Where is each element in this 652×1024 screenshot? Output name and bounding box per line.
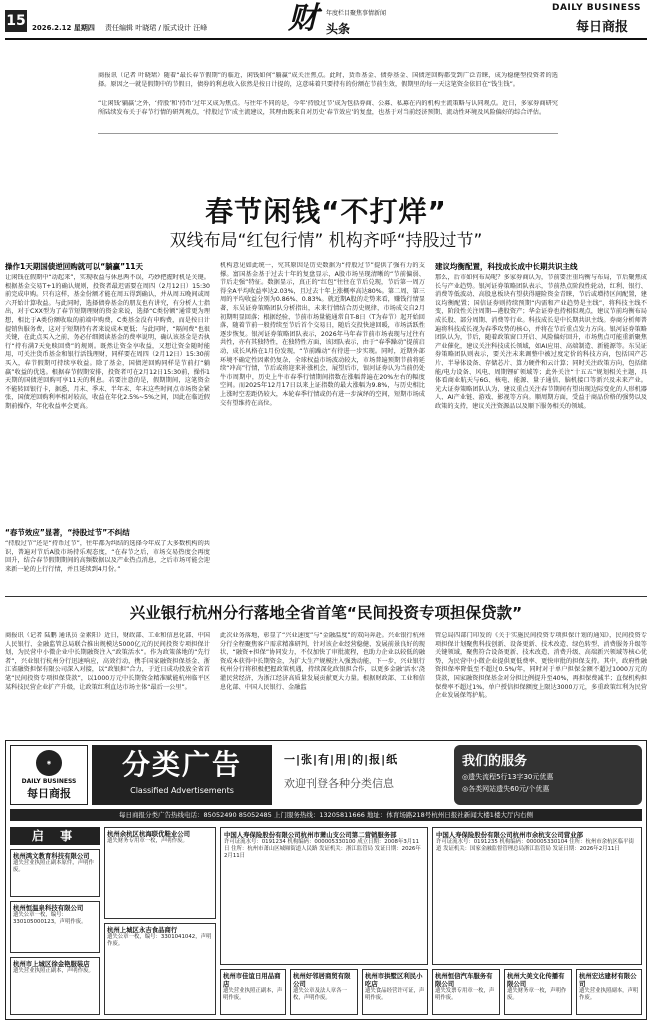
section-sub: 头条 bbox=[326, 22, 351, 36]
article-subhead-1: 操作1天期国债逆回购就可以“躺赢”11天 bbox=[5, 262, 144, 271]
ad-box bbox=[432, 969, 500, 1015]
ad-text: 遗失财务专用章一枚，声明作废。 bbox=[107, 838, 188, 844]
main-headline: 春节闲钱“不打烊” bbox=[205, 195, 447, 228]
brand-en: DAILY BUSINESS bbox=[552, 3, 642, 13]
logo-cn: 每日商报 bbox=[27, 787, 71, 800]
ad-text: 遗失公章及法人章各一枚，声明作废。 bbox=[293, 988, 347, 1002]
ad-name: 杭州市拱墅区利民小吃店 bbox=[365, 972, 423, 988]
ad-name: 杭州恒温泉科技有限公司 bbox=[13, 904, 84, 912]
classified-slogan: 一|张|有|用|的|报|纸 bbox=[284, 753, 399, 766]
brand-cn: 每日商报 bbox=[576, 20, 629, 35]
editor-line: 责任编辑 叶晓珺 / 版式设计 汪峰 bbox=[105, 24, 208, 32]
bank-text-1: 商报讯（记者 陆鹏 通讯员 金素阳）近日，财政部、工业和信息化部、中国人民银行、金融监管总局联合推出规模达5000亿元的民间投资专项担保计划，为民营中小微企业中长期融资注入“政策活水”。作为政策落地的“先行者”，兴业银行杭州分行迅速响应，高效行动，携手国家融资担保基金、浙江省融资担保有限公司深入对接，以“政银担”合力，于近日成功投放全省首笔“民间投资专项担保贷款”，以1000万元中长期资金精准赋能杭州临平区某科技民营企业扩产升级，让政策红利直达市场主体“最后一公里”。 bbox=[5, 632, 210, 691]
header-rule bbox=[5, 38, 647, 40]
ad-box bbox=[10, 849, 100, 897]
service-line-2: ◎各类网站遗失60元/个优惠 bbox=[462, 785, 550, 793]
ad-name: 杭州市佳谊日用品商店 bbox=[223, 972, 281, 988]
intro-paragraph-1: 商报讯（记者 叶晓珺）随着“最长春节假期”的临近，闲钱如何“躺赢”成关注焦点。此时，货币基金、债券基金、国债逆回购都受到广泛青睐，成为稳健型投资者的选择。原因之一就是假期中的节假日，债券的利息收入依然是按日计提的，这意味着只要持有的份额在节前生效，假期里的每一天这笔资金依旧在“钱生钱”。 bbox=[98, 72, 558, 88]
article-column-3 bbox=[435, 262, 647, 592]
page-number: 15 bbox=[5, 10, 27, 32]
section-tag: 年度栏目聚焦事情新闻 bbox=[326, 10, 387, 17]
ad-text: 遗失发票专用章一枚，声明作废。 bbox=[435, 988, 495, 1002]
ad-text: 许可证流水号：0191235 机构编码：000005330104 住所：杭州市余杭区临平街道 发证机关：国家金融监督管理总局浙江监管局 发证日期：2026年2月11日 bbox=[436, 839, 634, 853]
ad-text: 遗失营业执照正副本，声明作废。 bbox=[13, 968, 94, 974]
classified-logo bbox=[10, 745, 88, 805]
ad-box bbox=[290, 969, 358, 1015]
ad-box bbox=[576, 969, 642, 1015]
ad-text: 许可证流水号：0191234 机构编码：000005330100 成立日期：2008年3月11日 住所：杭州市萧山区城厢街道人民路 发证机关：浙江监管局 发证日期：2026年2月11日 bbox=[224, 839, 421, 860]
article-text-2: 机构意见如此统一，究其原因是历史数据为“持股过节”提供了强有力的支撑。富国基金基于过去十年的复盘显示，A股市场呈现清晰的“节前偏弱、节后走强”特征。数据显示，真正的“红包”往往在节后兑现，节后第一周万得全A平均收益率达2.03%，且过去十年上涨概率高达80%。第二周、第三周的平均收益分别为0.86%、0.83%。就近期A股的走势来看，赚钱行情显著，东吴证券策略团队分析指出，未来行情结合历史规律，市场成交自2月初期明显回落；根据经验，节前市场量能通常自T-8日（T为春节）起开始回落，随着节前一般持续至节后首个交易日，随后交投快速回暖，市场活跃性逐步恢复。银河证券策略团队表示，2026年马年春节前市场表现与过往有共性，亦有其独特性，在独特性方面，该团队表示，由于“春季躁动”提前启动，成长风格在1月份发现，“节前躁动”有待进一步实现。同时，近期外部环境不确定性因素仍复杂，全球权益市场波动较大，市场普遍预期节前将延续“冲高”行情，节后或将迎来补涨机会，展望后市，银河证券认为当前仍处牛市周期中，历史上牛市春季行情期间指数在涨幅普遍在20%左右的幅度空间。而2025年12月17日以来上证指数的最大涨幅为9.8%，与历史相比上涨时空差距仍较大，本轮春季行情或仍有进一步演绎的空间，短期市场成交有望维持在高位。 bbox=[220, 262, 425, 407]
ad-name: 杭州恒信汽车服务有限公司 bbox=[435, 972, 493, 988]
ad-name: 杭州市上城区徐金艳服装店 bbox=[13, 960, 90, 968]
article-column-1 bbox=[5, 262, 210, 592]
ad-name: 杭州大美文化传播有限公司 bbox=[507, 972, 565, 988]
ad-box bbox=[504, 969, 572, 1015]
service-line-1: ◎遗失流程5行13字30元优惠 bbox=[462, 773, 554, 781]
sub-headline: 双线布局“红包行情” 机构齐呼“持股过节” bbox=[169, 231, 483, 251]
ad-box-large bbox=[432, 827, 642, 965]
qishi-label: 启 事 bbox=[10, 827, 100, 845]
bank-rule bbox=[5, 596, 647, 597]
ad-name: 杭州宏达建材有限公司 bbox=[579, 972, 637, 988]
ad-name: 杭州上城区永吉食品商行 bbox=[107, 926, 178, 934]
ad-name: 杭州好邻居商贸有限公司 bbox=[293, 972, 351, 988]
ad-box bbox=[10, 901, 100, 953]
bank-headline: 兴业银行杭州分行落地全省首笔“民间投资专项担保贷款” bbox=[129, 604, 523, 622]
ad-box bbox=[362, 969, 428, 1015]
section-big: 财 bbox=[288, 1, 318, 36]
logo-en: DAILY BUSINESS bbox=[21, 778, 77, 785]
article-text-1b: “持股过节”还是“持币过节”，往年都为纠结的选择今年成了大多数机构的共识，普遍对节后A股市场持乐观态度，“在春节之后，市场交易热度会再度回升，结合春节假期期间的高频数据以及产业热点消息，之后市场可能会迎来新一轮的上行行情，并且延续到4月份。” bbox=[5, 540, 210, 573]
bank-text-2: 此次业务落地，彰显了“兴业速度”与“金融温度”的双向奔赴。兴业银行杭州分行全程聚焦客户需求精准研判，针对该企业经营稳健、发展前景良好的现状，“融资+担保”协同发力，不仅加快了审批流程，也助力企业以较低的融资成本获得中长期资金，为扩大生产规模注入强劲动能，下一步，兴业银行杭州分行将积极把握政策机遇，持续深化政银担合作，以更多金融‘活水’浇灌民营经济，为浙江经济高质量发展贡献更大力量。根据财政部、工业和信息化部、中国人民银行、金融监 bbox=[220, 632, 425, 691]
article-column-2 bbox=[220, 262, 425, 592]
article-subhead-3: 建议均衡配置，科技成长成中长期共识主线 bbox=[435, 262, 578, 271]
classified-title-box bbox=[92, 745, 272, 805]
article-text-3: 那么，后市如何布局呢？多家券商认为，节前要注重均衡与布局，节后聚焦成长与产业趋势。银河证券策略团队表示，节前热点阶段性轮动，红利、银行、消费等低波动、高股息板块有望获得避险资金青睐，节后或增持区间配置，建议均衡配置；国信证券则持续预期“内需和产业趋势是主线”，将科技主线不变，阶段性关注周期—港股资产；华金证券也持相似观点，建议节前均衡布局成长股、部分周期、消费等行业。科技成长是中长期共识主线。券商分析师普遍将科技成长视为春季攻势的核心，并将在节后重点发力方向。银河证券策略团队认为，节后，随着政策窗口开启、风险偏好回升，市场焦点可能重新聚焦产业催化，建议关注科技成长领域，如AI应用、高端制造、新能源等。东吴证券策略团队则表示，要关注未来调整中被过度定价的科技方向，包括国产芯片、半导体设备、存储芯片、算力硬件和云计算；同时关注政策方向，包括储能/电力设备、风电、周期锂矿领域等；此外关注“十五五”规划相关主题，具体看商业航天与6G、核电、能源、量子通信、脑机接口等新兴及未来产业。光大证券策略团队认为，建议重点关注春节期间有望出现边际变化的人形机器人、AI产业链、游戏、影视等方向。顺周期方面，受益于商品价格的强势以及政策的支持，建议关注资源品以及顺下服务相关的领域。 bbox=[435, 274, 647, 410]
ad-text: 遗失食品经营许可证，声明作废。 bbox=[365, 988, 425, 1002]
article-subhead-2: “春节效应”显著，“持股过节”不纠结 bbox=[5, 528, 130, 537]
classified-slogan-sub: 欢迎刊登各种分类信息 bbox=[284, 777, 394, 790]
ad-name: 杭州余杭区杭海联优鞋业公司 bbox=[107, 830, 191, 838]
classified-title: 分类广告 bbox=[121, 748, 242, 781]
ad-text: 遗失营业执照正副本，声明作废。 bbox=[223, 988, 283, 1002]
service-title: 我们的服务 bbox=[462, 754, 528, 769]
service-box bbox=[454, 745, 642, 805]
ad-text: 遗失营业执照正副本原件，声明作废。 bbox=[13, 860, 94, 874]
intro-rule bbox=[98, 133, 558, 134]
ad-text: 遗失财务章一枚，声明作废。 bbox=[507, 988, 567, 1002]
ad-box bbox=[220, 969, 286, 1015]
classified-title-en: Classified Advertisements bbox=[130, 786, 234, 795]
ad-name: 杭州鸿文教育科技有限公司 bbox=[13, 852, 90, 860]
ad-text: 遗失公章一枚，编号：3301041042，声明作废。 bbox=[107, 934, 212, 948]
article-text-1: 让闲钱在假期中“动起来”，实现收益与休息两不误，巧妙把握时机是关键。根据基金交易T+1的确认规则，投资者最迟需要在周四（2月12日）15:30前完成申购。只有这样，基金份额才能在周五得到确认，并从周五晚间或周六开始计算收益。与此同时，选择债券基金的朋友也有讲究，有分析人士指出，对于CXX型为了春节短期理财的资金来说，选择“C类份额”通常更为理想，相比于A类份额收取的前端申购费，C类基金没有申购费，而是按日计提销售服务费，这对于短期持有者来说成本更低；与此同时，“隔间费”也很关键，在此点买入之前，务必仔细阅读基金的费率说明，确认该基金是否执行“持有满7天免赎回费”的规则。既然让资金享收益，又想让资金随时能用，可关注货币基金和银行活钱理财，同样要在周四（2月12日）15:30前买入，春节假期可持续享收益。除了基金，国债逆回购同样是节前打“躺赢”收益的优选。根据春节假期安排，投资者可在2月12日15:30前，操作1天期的国债逆回购可享11天的利息。若要注意的是，假期期间，这笔资金不能转回银行卡，据悉，月末、季末、半年末、年末这些时间点市场资金紧张，国债逆回购利率相对较高，收益在年化2.5%~5%之间，因此在临近假期前操作，年化收益率会更高。 bbox=[5, 274, 210, 410]
logo-badge-icon: ◉ bbox=[36, 750, 62, 776]
ad-name: 中国人寿保险股份有限公司杭州市萧山支公司第二营销服务部 bbox=[224, 831, 397, 839]
bank-text-3: 管总局四部门印发的《关于实施民间投资专项担保计划的通知》，民间投资专项担保计划聚焦科技创新、设备更新、技术改造、绿色转型、消费服务升级等关键领域，聚焦符合设备更新、技术改造、消费升级、高端新兴领域等核心优势，为民营中小微企业提供更低费率、更快审批的担保支持。其中，政府性融资担保率降低至不超过0.5%/年，同时对于单户担保金额不超过1000万元的贷款，国家融资担保基金对分担比例提升至40%，再担保费减半；直保机构担保费率不超过1%，单户授信担保额度上限达3000万元，多重政策红利为民营企业发展保驾护航。 bbox=[435, 632, 647, 700]
date-line: 2026.2.12 星期四 bbox=[32, 24, 95, 32]
page-header bbox=[0, 0, 652, 42]
ad-text: 遗失公章一枚，编号：330105000123，声明作废。 bbox=[13, 912, 87, 926]
ad-box bbox=[104, 923, 216, 1015]
intro-paragraph-2: “让闲钱‘躺赢’之外，‘持股’和‘持币’过年又成为焦点。与往年不同的是，今年‘持股过节’成为包括券商、公募、私募在内的机构主流策略与认同观点。近日，多家券商研究所陆续发布关于春节行情的研判观点，‘持股过节’成主流建议，其理由既来自对历史‘春节效应’的复盘，也基于对当前经济预期、流动性环境及风险偏好的综合评估。 bbox=[98, 100, 558, 116]
ad-name: 中国人寿保险股份有限公司杭州市余杭支公司营业部 bbox=[436, 831, 583, 839]
classified-section bbox=[5, 740, 647, 1020]
ad-box bbox=[104, 827, 216, 919]
ad-box bbox=[10, 957, 100, 1015]
ad-box-large bbox=[220, 827, 428, 965]
ad-text: 遗失营业执照副本，声明作废。 bbox=[579, 988, 639, 1002]
phone-bar: 每日商报分类广告热线电话：85052490 85052485 上门服务热线：13205811666 地址：体育场路218号杭州日报社新闻大楼1楼大厅内右侧 bbox=[10, 809, 642, 821]
